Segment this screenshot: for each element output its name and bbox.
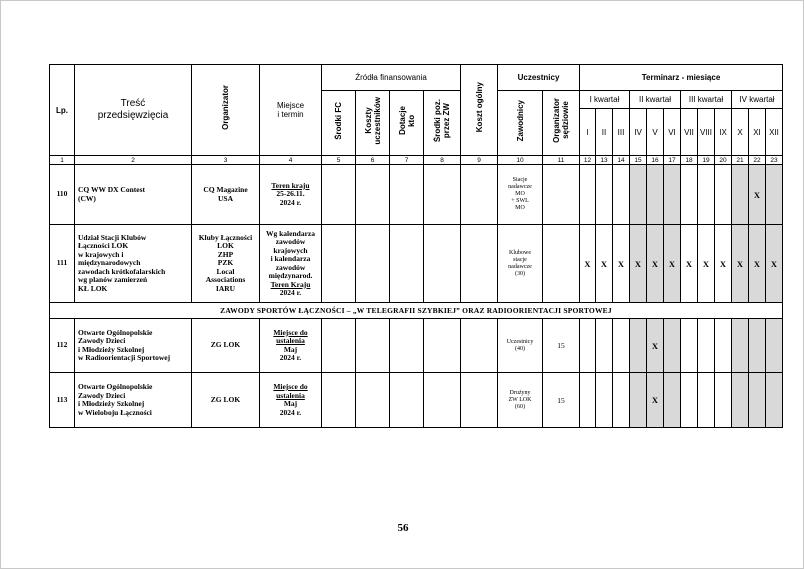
month-cell — [664, 319, 681, 373]
column-number: 5 — [322, 156, 356, 165]
header-quarter-2: II kwartał — [630, 91, 681, 109]
page-number: 56 — [397, 522, 409, 534]
month-cell: X — [681, 225, 698, 303]
column-number: 12 — [580, 156, 596, 165]
month-cell — [749, 319, 766, 373]
header-participants: Uczestnicy — [498, 65, 580, 91]
row-referees — [543, 225, 580, 303]
schedule-table — [49, 64, 783, 428]
month-cell: X — [749, 165, 766, 225]
funding-cell — [390, 165, 424, 225]
row-participants: Stacje nadawcze MO + SWL MO — [498, 165, 543, 225]
month-cell — [698, 165, 715, 225]
header-referees: Organizator sędziowie — [543, 91, 580, 156]
funding-cell — [356, 225, 390, 303]
column-number: 17 — [664, 156, 681, 165]
column-number: 23 — [766, 156, 783, 165]
row-content: Otwarte Ogólnopolskie Zawody Dzieci i Młodzieży Szkolnej w Wieloboju Łączności — [75, 373, 192, 428]
month-cell — [698, 373, 715, 428]
month-cell — [630, 165, 647, 225]
row-organizer: CQ Magazine USA — [192, 165, 260, 225]
row-lp: 110 — [50, 165, 75, 225]
month-header: IV — [630, 109, 647, 156]
row-lp: 112 — [50, 319, 75, 373]
row-lp: 113 — [50, 373, 75, 428]
row-referees: 15 — [543, 319, 580, 373]
row-organizer: ZG LOK — [192, 319, 260, 373]
row-content: Udział Stacji Klubów Łączności LOK w krajowych i międzynarodowych zawodach krótkofalarskich wg planów zamierzeń KŁ LOK — [75, 225, 192, 303]
funding-cell — [424, 165, 461, 225]
header-quarter-3: III kwartał — [681, 91, 732, 109]
month-header: III — [613, 109, 630, 156]
month-cell — [647, 165, 664, 225]
cost-cell — [461, 373, 498, 428]
column-number: 19 — [698, 156, 715, 165]
table-row — [50, 165, 783, 225]
header-quarter-4: IV kwartał — [732, 91, 783, 109]
month-cell — [613, 373, 630, 428]
column-number: 22 — [749, 156, 766, 165]
month-cell — [596, 373, 613, 428]
row-place-date: Maj 2024 r. — [279, 399, 302, 417]
row-place — [260, 373, 322, 428]
month-cell: X — [647, 373, 664, 428]
funding-cell — [356, 373, 390, 428]
funding-cell — [390, 319, 424, 373]
row-place-date: Maj 2024 r. — [279, 344, 302, 362]
month-cell — [732, 165, 749, 225]
month-cell — [766, 319, 783, 373]
month-cell: X — [732, 225, 749, 303]
month-cell: X — [749, 225, 766, 303]
month-header: XI — [749, 109, 766, 156]
month-header: XII — [766, 109, 783, 156]
month-cell — [749, 373, 766, 428]
row-place — [260, 225, 322, 303]
row-place-date: 2024 r. — [279, 288, 302, 297]
month-cell — [766, 165, 783, 225]
column-number: 10 — [498, 156, 543, 165]
row-place-text: Wg kalendarza zawodów krajowych i kalendarza zawodów międzynarod. — [266, 228, 315, 280]
column-number: 15 — [630, 156, 647, 165]
header-total-cost: Koszt ogólny — [461, 65, 498, 156]
month-cell — [732, 373, 749, 428]
month-cell — [681, 319, 698, 373]
funding-cell — [356, 319, 390, 373]
header-funding-zw: Środki poz. przez ZW — [424, 91, 461, 156]
column-number: 13 — [596, 156, 613, 165]
month-header: V — [647, 109, 664, 156]
row-place — [260, 165, 322, 225]
month-header: VI — [664, 109, 681, 156]
column-number: 1 — [50, 156, 75, 165]
header-funding-participants: Koszty uczestników — [356, 91, 390, 156]
column-number: 4 — [260, 156, 322, 165]
row-organizer: ZG LOK — [192, 373, 260, 428]
header-competitors: Zawodnicy — [498, 91, 543, 156]
month-cell — [580, 165, 596, 225]
month-cell: X — [647, 319, 664, 373]
column-number-row — [50, 156, 783, 165]
month-cell: X — [580, 225, 596, 303]
table-row — [50, 319, 783, 373]
funding-cell — [322, 373, 356, 428]
column-number: 11 — [543, 156, 580, 165]
funding-cell — [390, 225, 424, 303]
row-referees — [543, 165, 580, 225]
row-place-underlined: Miejsce do ustalenia — [273, 382, 308, 400]
month-header: VII — [681, 109, 698, 156]
month-cell — [732, 319, 749, 373]
month-cell: X — [766, 225, 783, 303]
month-cell — [681, 373, 698, 428]
cost-cell — [461, 225, 498, 303]
row-organizer: Kluby Łączności LOK ZHP PZK Local Associations IARU — [192, 225, 260, 303]
month-header: II — [596, 109, 613, 156]
header-schedule: Terminarz - miesiące — [580, 65, 783, 91]
funding-cell — [424, 225, 461, 303]
column-number: 7 — [390, 156, 424, 165]
column-number: 18 — [681, 156, 698, 165]
month-cell: X — [613, 225, 630, 303]
table-row — [50, 373, 783, 428]
month-header: X — [732, 109, 749, 156]
month-cell: X — [596, 225, 613, 303]
header-funding-fc: Środki FC — [322, 91, 356, 156]
funding-cell — [356, 165, 390, 225]
month-cell — [681, 165, 698, 225]
month-cell — [766, 373, 783, 428]
row-lp: 111 — [50, 225, 75, 303]
header-funding-grants: Dotacje kto — [390, 91, 424, 156]
header-quarter-1: I kwartał — [580, 91, 630, 109]
row-place-underlined: Miejsce do ustalenia — [273, 327, 308, 345]
row-place-underlined: Teren kraju — [271, 180, 310, 190]
row-participants: Klubowe stacje nadawcze (30) — [498, 225, 543, 303]
header-funding: Źródła finansowania — [322, 65, 461, 91]
funding-cell — [390, 373, 424, 428]
header-content: Treść przedsięwzięcia — [75, 65, 192, 156]
month-cell — [715, 319, 732, 373]
header-place: Miejsce i termin — [260, 65, 322, 156]
header-lp: Lp. — [50, 65, 75, 156]
column-number: 21 — [732, 156, 749, 165]
section-title: ZAWODY SPORTÓW ŁĄCZNOŚCI – „W TELEGRAFII SZYBKIEJ” ORAZ RADIOORIENTACJI SPORTOWEJ — [50, 303, 783, 319]
row-referees: 15 — [543, 373, 580, 428]
row-participants: Drużyny ZW LOK (60) — [498, 373, 543, 428]
table-row — [50, 225, 783, 303]
cost-cell — [461, 165, 498, 225]
column-number: 20 — [715, 156, 732, 165]
month-cell: X — [698, 225, 715, 303]
section-row — [50, 303, 783, 319]
month-cell — [715, 165, 732, 225]
column-number: 16 — [647, 156, 664, 165]
month-cell: X — [630, 225, 647, 303]
funding-cell — [322, 165, 356, 225]
funding-cell — [424, 373, 461, 428]
funding-cell — [424, 319, 461, 373]
month-cell — [596, 165, 613, 225]
column-number: 14 — [613, 156, 630, 165]
column-number: 3 — [192, 156, 260, 165]
column-number: 8 — [424, 156, 461, 165]
month-header: I — [580, 109, 596, 156]
month-cell: X — [647, 225, 664, 303]
month-cell — [664, 373, 681, 428]
row-content: CQ WW DX Contest (CW) — [75, 165, 192, 225]
row-place-underlined: Teren Kraju — [270, 279, 311, 289]
month-cell — [613, 165, 630, 225]
row-place-date: 25-26.11. 2024 r. — [276, 189, 305, 207]
month-cell — [596, 319, 613, 373]
column-number: 9 — [461, 156, 498, 165]
month-cell — [664, 165, 681, 225]
month-cell — [630, 319, 647, 373]
row-participants: Uczestnicy (40) — [498, 319, 543, 373]
column-number: 6 — [356, 156, 390, 165]
month-header: VIII — [698, 109, 715, 156]
month-cell: X — [715, 225, 732, 303]
month-cell — [613, 319, 630, 373]
month-header: IX — [715, 109, 732, 156]
header-organizer: Organizator — [192, 65, 260, 156]
month-cell — [698, 319, 715, 373]
month-cell — [715, 373, 732, 428]
column-number: 2 — [75, 156, 192, 165]
row-content: Otwarte Ogólnopolskie Zawody Dzieci i Młodzieży Szkolnej w Radioorientacji Sportowej — [75, 319, 192, 373]
funding-cell — [322, 319, 356, 373]
month-cell: X — [664, 225, 681, 303]
month-cell — [580, 319, 596, 373]
month-cell — [630, 373, 647, 428]
funding-cell — [322, 225, 356, 303]
row-place — [260, 319, 322, 373]
cost-cell — [461, 319, 498, 373]
month-cell — [580, 373, 596, 428]
